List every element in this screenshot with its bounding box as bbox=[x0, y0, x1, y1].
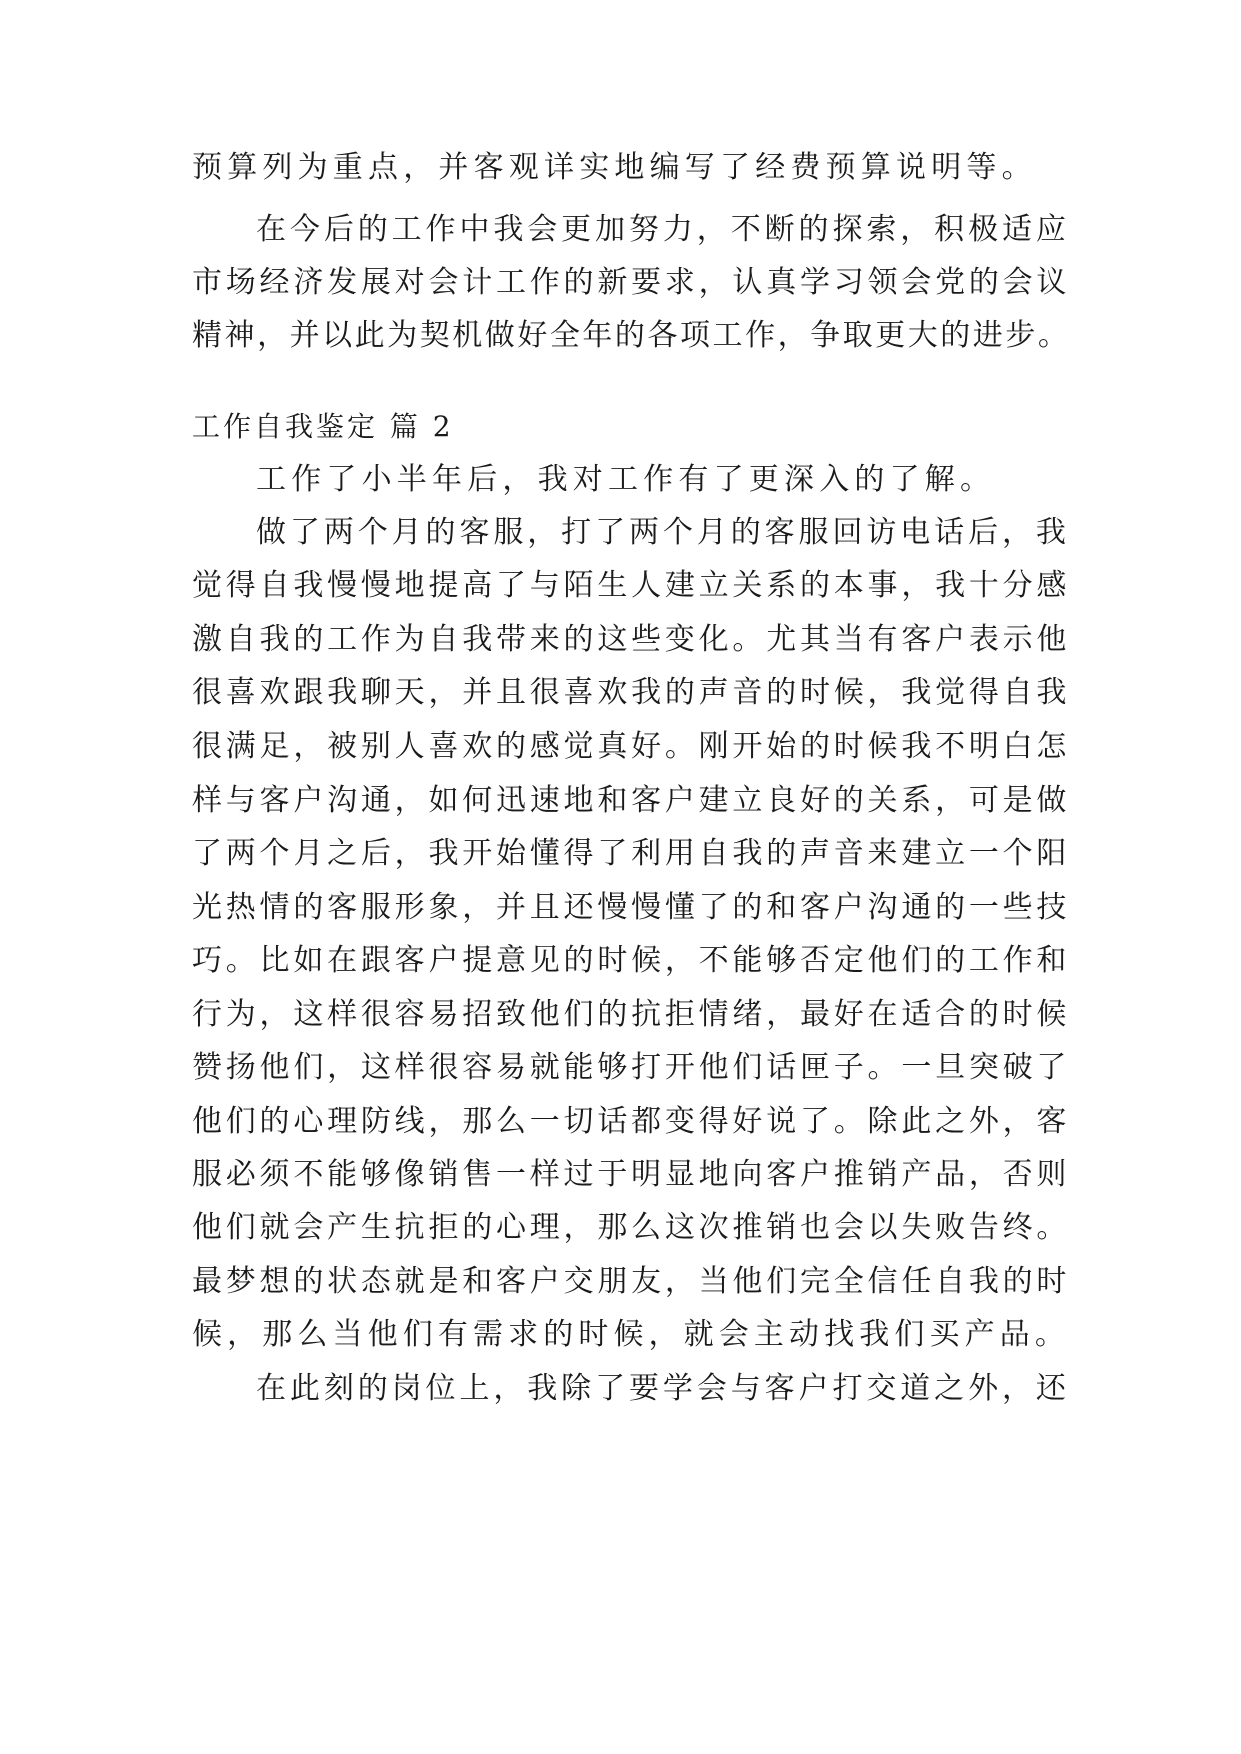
paragraph-line: 很满足，被别人喜欢的感觉真好。刚开始的时候我不明白怎 bbox=[192, 729, 1071, 764]
paragraph-line: 服必须不能够像销售一样过于明显地向客户推销产品，否则 bbox=[192, 1157, 1071, 1192]
paragraph-line: 最梦想的状态就是和客户交朋友，当他们完全信任自我的时 bbox=[192, 1264, 1071, 1299]
paragraph-line: 巧。比如在跟客户提意见的时候，不能够否定他们的工作和 bbox=[192, 943, 1071, 978]
paragraph-line: 在此刻的岗位上，我除了要学会与客户打交道之外，还 bbox=[256, 1371, 1070, 1406]
paragraph-line: 很喜欢跟我聊天，并且很喜欢我的声音的时候，我觉得自我 bbox=[192, 675, 1071, 710]
paragraph-line: 样与客户沟通，如何迅速地和客户建立良好的关系，可是做 bbox=[192, 783, 1071, 818]
paragraph-line: 做了两个月的客服，打了两个月的客服回访电话后，我 bbox=[256, 515, 1070, 550]
paragraph-line: 市场经济发展对会计工作的新要求，认真学习领会党的会议 bbox=[192, 265, 1071, 300]
paragraph-line: 行为，这样很容易招致他们的抗拒情绪，最好在适合的时候 bbox=[192, 997, 1071, 1032]
paragraph-line: 他们就会产生抗拒的心理，那么这次推销也会以失败告终。 bbox=[192, 1210, 1071, 1245]
paragraph-line: 激自我的工作为自我带来的这些变化。尤其当有客户表示他 bbox=[192, 622, 1071, 657]
paragraph-line: 他们的心理防线，那么一切话都变得好说了。除此之外，客 bbox=[192, 1104, 1071, 1139]
paragraph-line: 工作了小半年后，我对工作有了更深入的了解。 bbox=[256, 462, 996, 497]
section-heading: 工作自我鉴定 篇 2 bbox=[192, 410, 454, 443]
paragraph-line: 在今后的工作中我会更加努力，不断的探索，积极适应 bbox=[256, 212, 1070, 247]
paragraph-line: 精神，并以此为契机做好全年的各项工作，争取更大的进步。 bbox=[192, 318, 1071, 353]
paragraph-line: 赞扬他们，这样很容易就能够打开他们话匣子。一旦突破了 bbox=[192, 1050, 1071, 1085]
paragraph-line: 觉得自我慢慢地提高了与陌生人建立关系的本事，我十分感 bbox=[192, 568, 1071, 603]
paragraph-line: 候，那么当他们有需求的时候，就会主动找我们买产品。 bbox=[192, 1317, 1070, 1352]
paragraph-line: 预算列为重点，并客观详实地编写了经费预算说明等。 bbox=[192, 150, 1037, 185]
paragraph-line: 了两个月之后，我开始懂得了利用自我的声音来建立一个阳 bbox=[192, 836, 1071, 871]
paragraph-line: 光热情的客服形象，并且还慢慢懂了的和客户沟通的一些技 bbox=[192, 890, 1071, 925]
